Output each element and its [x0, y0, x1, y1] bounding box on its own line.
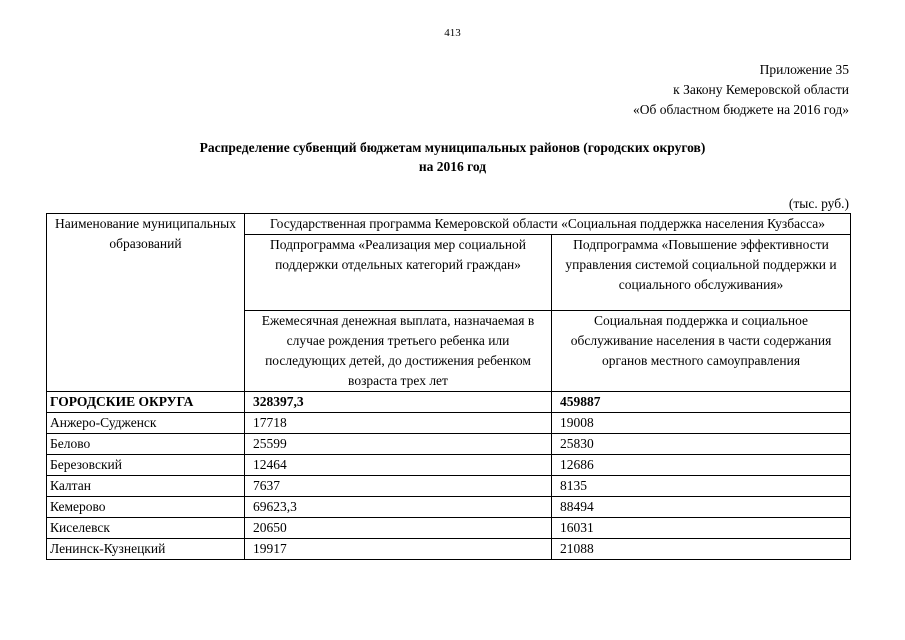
- total-name: ГОРОДСКИЕ ОКРУГА: [47, 392, 245, 413]
- total-value-1: 328397,3: [245, 392, 552, 413]
- row-value-1: 7637: [245, 476, 552, 497]
- row-name: Ленинск-Кузнецкий: [47, 539, 245, 560]
- row-value-2: 12686: [552, 455, 851, 476]
- header-measure-1: Ежемесячная денежная выплата, назначаемая в случае рождения третьего ребенка или последующих детей, до достижения ребенком возраста трех лет: [245, 311, 552, 392]
- total-value-2: 459887: [552, 392, 851, 413]
- document-title: [0, 138, 905, 176]
- page-number: 413: [444, 27, 461, 39]
- row-value-2: 25830: [552, 434, 851, 455]
- header-row-program: [47, 214, 851, 235]
- row-name: Анжеро-Судженск: [47, 413, 245, 434]
- title-line-1: Распределение субвенций бюджетам муниципальных районов (городских округов): [199, 140, 706, 155]
- row-value-2: 21088: [552, 539, 851, 560]
- header-subprogram-2: Подпрограмма «Повышение эффективности управления системой социальной поддержки и социального обслуживания»: [552, 235, 851, 311]
- header-measure-2: Социальная поддержка и социальное обслуживание населения в части содержания органов местного самоуправления: [552, 311, 851, 392]
- table-row: [47, 497, 851, 518]
- row-value-1: 12464: [245, 455, 552, 476]
- row-value-1: 69623,3: [245, 497, 552, 518]
- table-row: [47, 413, 851, 434]
- table-row: [47, 539, 851, 560]
- table-row: [47, 518, 851, 539]
- row-name: Белово: [47, 434, 245, 455]
- row-name: Киселевск: [47, 518, 245, 539]
- row-value-2: 88494: [552, 497, 851, 518]
- subsidy-table: [46, 213, 851, 560]
- row-value-2: 16031: [552, 518, 851, 539]
- row-value-2: 8135: [552, 476, 851, 497]
- row-name: Березовский: [47, 455, 245, 476]
- row-value-1: 19917: [245, 539, 552, 560]
- title-line-2: на 2016 год: [418, 159, 487, 174]
- appendix-reference: [633, 60, 849, 120]
- header-subprogram-1: Подпрограмма «Реализация мер социальной поддержки отдельных категорий граждан»: [245, 235, 552, 311]
- table-row: [47, 455, 851, 476]
- appendix-line-1: Приложение 35: [759, 62, 849, 77]
- row-value-1: 20650: [245, 518, 552, 539]
- appendix-line-2: к Закону Кемеровской области: [673, 82, 849, 97]
- row-value-1: 17718: [245, 413, 552, 434]
- appendix-line-3: «Об областном бюджете на 2016 год»: [633, 102, 849, 117]
- header-program: Государственная программа Кемеровской области «Социальная поддержка населения Кузбасса»: [245, 214, 851, 235]
- table-row: [47, 476, 851, 497]
- unit-note: (тыс. руб.): [788, 196, 849, 211]
- row-name: Калтан: [47, 476, 245, 497]
- row-value-1: 25599: [245, 434, 552, 455]
- table-row: [47, 434, 851, 455]
- table-row-total: [47, 392, 851, 413]
- row-name: Кемерово: [47, 497, 245, 518]
- header-municipality: Наименование муниципальных образований: [47, 214, 245, 392]
- row-value-2: 19008: [552, 413, 851, 434]
